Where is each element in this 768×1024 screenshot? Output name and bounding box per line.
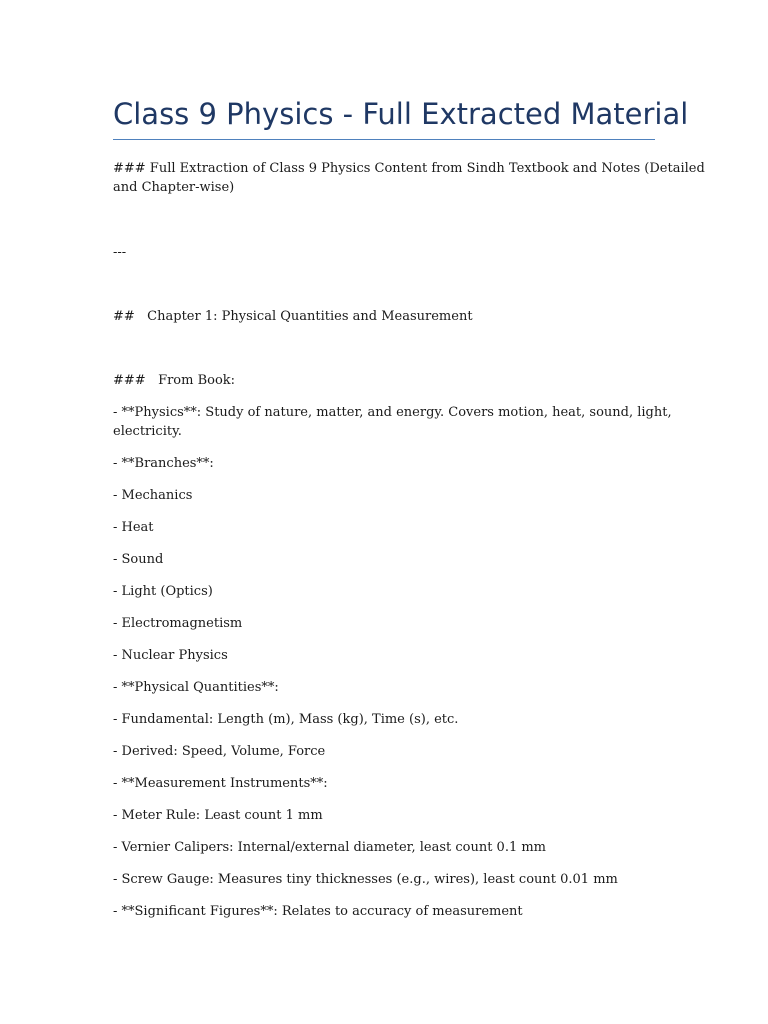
physics-definition-line-1: - **Physics**: Study of nature, matter, and energy. Covers motion, heat, sound, light, [113, 405, 672, 420]
intro-heading-line-2: and Chapter-wise) [113, 180, 235, 195]
section-heading-from-book: ### From Book: [113, 373, 236, 388]
measurement-instruments-heading: - **Measurement Instruments**: [113, 776, 328, 791]
list-item: - Light (Optics) [113, 584, 213, 599]
list-item: - Nuclear Physics [113, 648, 228, 663]
intro-heading-line-1: ### Full Extraction of Class 9 Physics Content from Sindh Textbook and Notes (Detailed [113, 161, 705, 176]
title-underline [113, 139, 655, 140]
separator-line: --- [113, 245, 127, 260]
list-item: - Screw Gauge: Measures tiny thicknesses (e.g., wires), least count 0.01 mm [113, 872, 618, 887]
list-item: - Electromagnetism [113, 616, 243, 631]
physics-definition-line-2: electricity. [113, 424, 182, 439]
physical-quantities-heading: - **Physical Quantities**: [113, 680, 279, 695]
list-item: - Heat [113, 520, 154, 535]
list-item: - Meter Rule: Least count 1 mm [113, 808, 323, 823]
document-title: Class 9 Physics - Full Extracted Material [113, 97, 689, 131]
list-item: - Derived: Speed, Volume, Force [113, 744, 326, 759]
branches-heading: - **Branches**: [113, 456, 214, 471]
list-item: - Mechanics [113, 488, 193, 503]
list-item: - Fundamental: Length (m), Mass (kg), Time (s), etc. [113, 712, 459, 727]
list-item: - Sound [113, 552, 164, 567]
significant-figures-line: - **Significant Figures**: Relates to accuracy of measurement [113, 904, 523, 919]
list-item: - Vernier Calipers: Internal/external diameter, least count 0.1 mm [113, 840, 547, 855]
chapter-heading: ## Chapter 1: Physical Quantities and Measurement [113, 309, 473, 324]
